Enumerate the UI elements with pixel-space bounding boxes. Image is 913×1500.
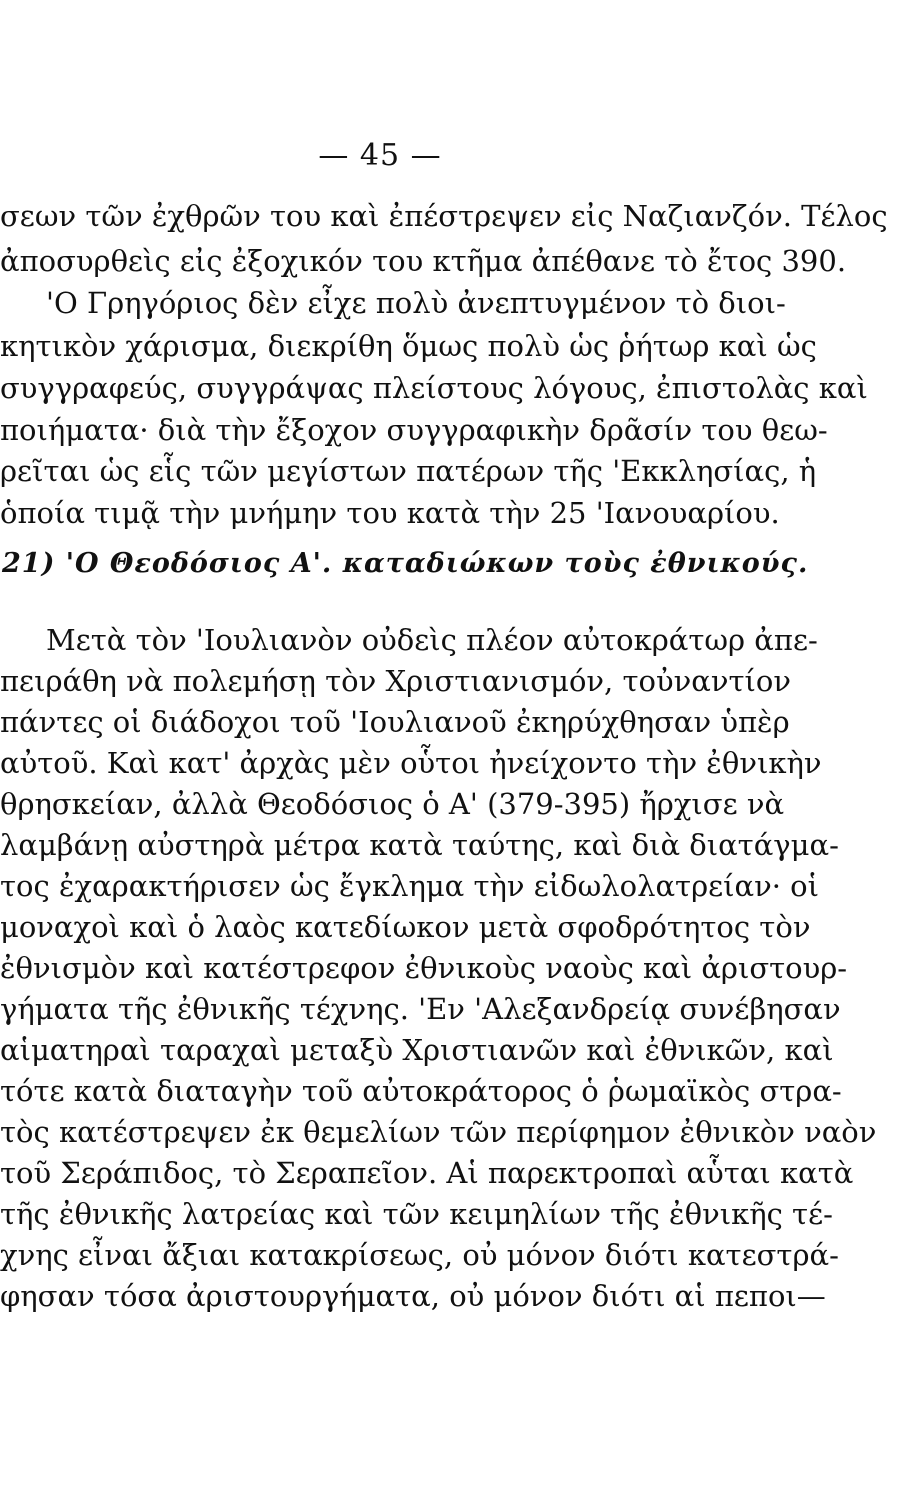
text-line: τος ἐχαρακτήρισεν ὡς ἔγκλημα τὴν εἰδωλολατρείαν· οἱ <box>0 869 820 903</box>
text-line: 'Ο Γρηγόριος δὲν εἶχε πολὺ ἀνεπτυγμένον τὸ διοι- <box>46 286 786 320</box>
section-heading: 21) 'Ο Θεοδόσιος Α'. καταδιώκων τοὺς ἐθνικούς. <box>2 548 809 579</box>
text-line: φησαν τόσα ἀριστουργήματα, οὐ μόνον διότι αἱ πεποι— <box>0 1279 826 1313</box>
text-line: τοῦ Σεράπιδος, τὸ Σεραπεῖον. Αἱ παρεκτροπαὶ αὗται κατὰ <box>0 1156 854 1190</box>
text-line: θρησκείαν, ἀλλὰ Θεοδόσιος ὁ Α' (379-395) ἤρχισε νὰ <box>0 787 785 821</box>
text-line: χνης εἶναι ἄξιαι κατακρίσεως, οὐ μόνον διότι κατεστρά- <box>0 1238 839 1272</box>
text-line: τὸς κατέστρεψεν ἐκ θεμελίων τῶν περίφημον ἐθνικὸν ναὸν <box>0 1115 877 1149</box>
text-line: πάντες οἱ διάδοχοι τοῦ 'Ιουλιανοῦ ἐκηρύχθησαν ὑπὲρ <box>0 705 790 739</box>
text-line: αὐτοῦ. Καὶ κατ' ἀρχὰς μὲν οὗτοι ἠνείχοντο τὴν ἐθνικὴν <box>0 746 822 780</box>
text-line: τότε κατὰ διαταγὴν τοῦ αὐτοκράτορος ὁ ῥωμαϊκὸς στρα- <box>0 1074 842 1108</box>
text-line: Μετὰ τὸν 'Ιουλιανὸν οὐδεὶς πλέον αὐτοκράτωρ ἀπε- <box>46 623 818 657</box>
text-line: πειράθη νὰ πολεμήσῃ τὸν Χριστιανισμόν, τοὐναντίον <box>0 664 791 698</box>
text-line: κητικὸν χάρισμα, διεκρίθη ὅμως πολὺ ὡς ῥήτωρ καὶ ὡς <box>0 329 817 363</box>
page-number: — 45 — <box>318 138 442 173</box>
text-line: ἐθνισμὸν καὶ κατέστρεφον ἐθνικοὺς ναοὺς καὶ ἀριστουρ- <box>0 951 848 985</box>
text-line: ποιήματα· διὰ τὴν ἔξοχον συγγραφικὴν δρᾶσίν του θεω- <box>0 413 828 447</box>
text-line: ὁποία τιμᾷ τὴν μνήμην του κατὰ τὴν 25 'Ιανουαρίου. <box>0 496 780 530</box>
text-line: συγγραφεύς, συγγράψας πλείστους λόγους, ἐπιστολὰς καὶ <box>0 371 868 405</box>
text-line: ἀποσυρθεὶς εἰς ἐξοχικόν του κτῆμα ἀπέθανε τὸ ἔτος 390. <box>0 244 847 278</box>
text-line: σεων τῶν ἐχθρῶν του καὶ ἐπέστρεψεν εἰς Ναζιανζόν. Τέλος <box>0 199 888 233</box>
text-line: ρεῖται ὡς εἷς τῶν μεγίστων πατέρων τῆς 'Εκκλησίας, ἡ <box>0 454 817 488</box>
text-line: αἱματηραὶ ταραχαὶ μεταξὺ Χριστιανῶν καὶ ἐθνικῶν, καὶ <box>0 1033 834 1067</box>
text-line: λαμβάνῃ αὐστηρὰ μέτρα κατὰ ταύτης, καὶ διὰ διατάγμα- <box>0 828 839 862</box>
text-line: τῆς ἐθνικῆς λατρείας καὶ τῶν κειμηλίων τῆς ἐθνικῆς τέ- <box>0 1197 833 1231</box>
text-line: μοναχοὶ καὶ ὁ λαὸς κατεδίωκον μετὰ σφοδρότητος τὸν <box>0 910 811 944</box>
text-line: γήματα τῆς ἐθνικῆς τέχνης. 'Εν 'Αλεξανδρείᾳ συνέβησαν <box>0 992 841 1026</box>
